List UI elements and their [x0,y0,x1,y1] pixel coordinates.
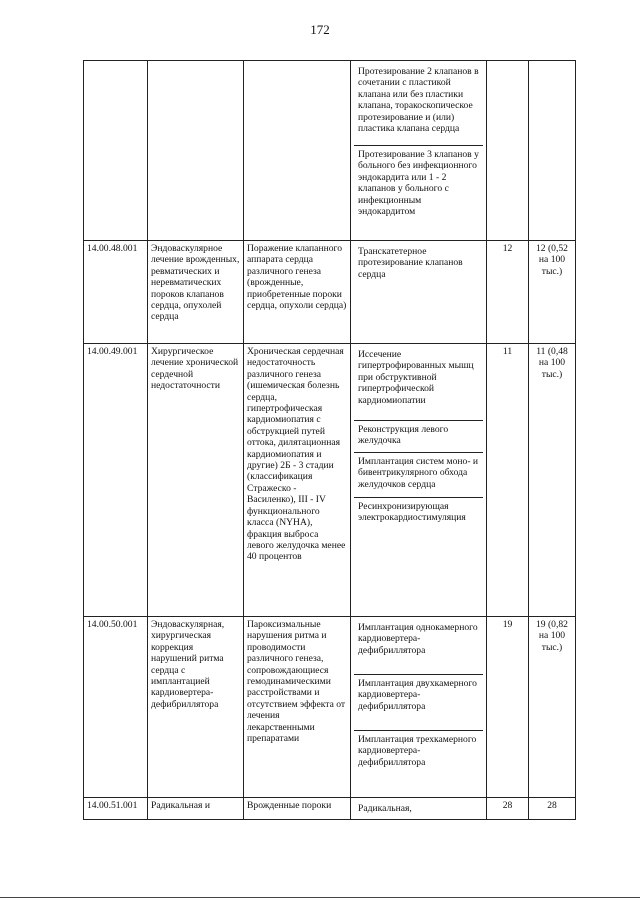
condition-cell: Пароксизмальные нарушения ритма и проводимости различного генеза, сопровождающиеся гемодинамическими расстройствами и отсутствием эффекта от лечения лекарственными препаратами [244,617,351,798]
treatment-method: Транскатетерное протезирование клапанов сердца [358,246,463,280]
treatment-method: Протезирование 3 клапанов у больного без инфекционного эндокардита или 1 - 2 клапанов у больного с инфекционным эндокардитом [358,149,479,218]
condition-cell: Поражение клапанного аппарата сердца различного генеза (врожденные, приобретенные пороки сердца, опухоли сердца) [244,241,351,344]
medical-care-table [83,60,576,820]
treatment-method: Имплантация трехкамерного кардиовертера-дефибриллятора [358,734,477,768]
volume-cell: 11 [487,344,529,617]
table-row [84,617,576,798]
name-cell: Хирургическое лечение хронической сердечной недостаточности [148,344,244,617]
methods-cell [351,344,487,617]
methods-cell [351,798,487,820]
treatment-method: Имплантация систем моно- и бивентрикулярного обхода желудочков сердца [354,453,483,498]
table-row [84,241,576,344]
methods-cell [351,61,487,241]
treatment-method: Протезирование 2 клапанов в сочетании с пластикой клапана или без пластики клапана, торакоскопическое протезирование и (или) пластика клапана сердца [354,63,483,146]
quota-cell: 11 (0,48 на 100 тыс.) [529,344,576,617]
code-cell: 14.00.49.001 [84,344,148,617]
condition-cell [244,61,351,241]
table-row [84,61,576,241]
table-row [84,798,576,820]
volume-cell: 28 [487,798,529,820]
quota-cell: 28 [529,798,576,820]
name-cell: Эндоваскулярная, хирургическая коррекция нарушений ритма сердца с имплантацией кардиовертера-дефибриллятора [148,617,244,798]
quota-cell: 12 (0,52 на 100 тыс.) [529,241,576,344]
treatment-method: Ресинхронизирующая электрокардиостимуляция [358,501,466,524]
page-bottom-rule [0,897,640,898]
condition-cell: Врожденные пороки [244,798,351,820]
page-number: 172 [310,22,330,37]
name-cell [148,61,244,241]
volume-cell [487,61,529,241]
treatment-method: Радикальная, [358,803,412,814]
methods-cell [351,617,487,798]
code-cell: 14.00.50.001 [84,617,148,798]
quota-cell [529,61,576,241]
treatment-method: Реконструкция левого желудочка [354,421,483,453]
name-cell: Эндоваскулярное лечение врожденных, ревматических и неревматических пороков клапанов сердца, опухолей сердца [148,241,244,344]
code-cell [84,61,148,241]
volume-cell: 19 [487,617,529,798]
table-row [84,344,576,617]
volume-cell: 12 [487,241,529,344]
code-cell: 14.00.51.001 [84,798,148,820]
treatment-method: Имплантация двухкамерного кардиовертера-дефибриллятора [354,675,483,731]
treatment-method: Имплантация однокамерного кардиовертера-дефибриллятора [354,619,483,675]
methods-cell [351,241,487,344]
name-cell: Радикальная и [148,798,244,820]
code-cell: 14.00.48.001 [84,241,148,344]
quota-cell: 19 (0,82 на 100 тыс.) [529,617,576,798]
treatment-method: Иссечение гипертрофированных мышц при обструктивной гипертрофической кардиомиопатии [354,346,483,421]
condition-cell: Хроническая сердечная недостаточность различного генеза (ишемическая болезнь сердца, гипертрофическая кардиомиопатия с обструкцией путей оттока, дилятационная кардиомиопатия и другие) 2Б - 3 стадии (классификация Стражеско - Василенко), III - IV функционального класса (NYHA), фракция выброса левого желудочка менее 40 процентов [244,344,351,617]
